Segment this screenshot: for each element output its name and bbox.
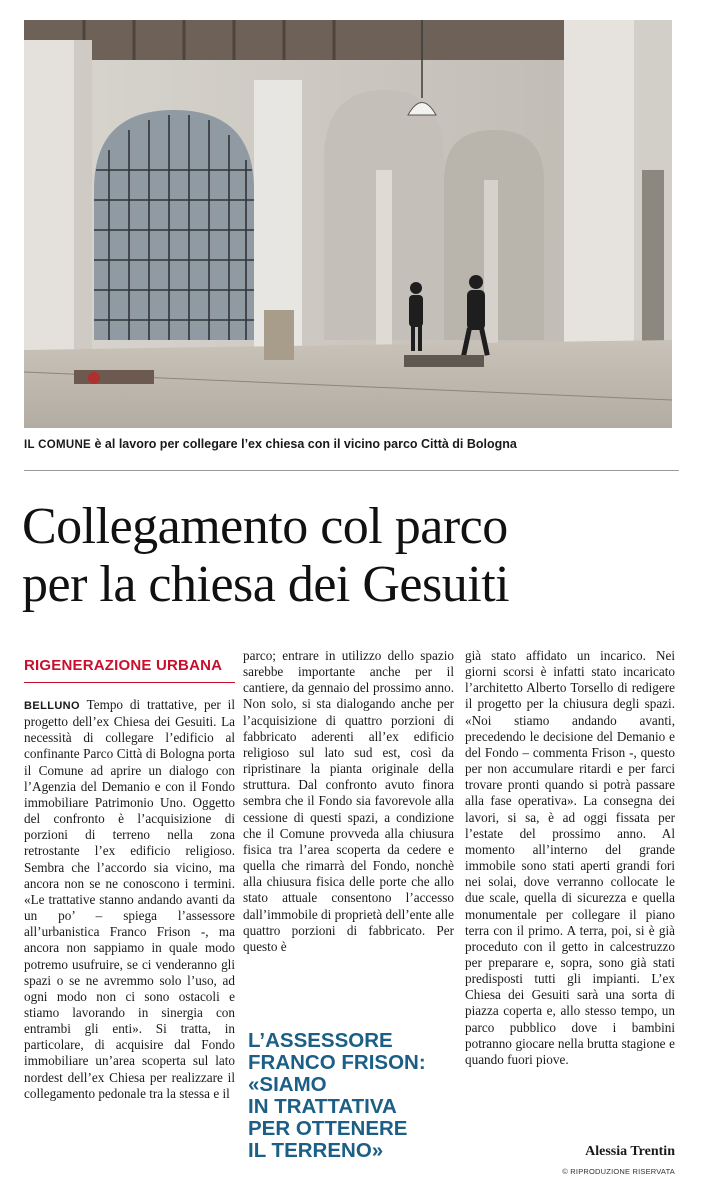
headline-line-2: per la chiesa dei Gesuiti — [22, 556, 510, 613]
photo-caption — [24, 436, 684, 453]
section-kicker: RIGENERAZIONE URBANA — [24, 657, 223, 674]
headline — [22, 498, 682, 614]
dateline: BELLUNO — [24, 700, 80, 712]
column-2-text: parco; entrare in utilizzo dello spazio sarebbe importante anche per il cantiere, da gennaio del prossimo anno. Non solo, si sta dialogando anche per l’acquisizione di quattro porzioni di fabbricato aderenti all’ex edificio religioso sul lato sud est, così da ripristinare la pianta originale della struttura. Dal confronto avuto finora sembra che il Fondo sia favorevole alla cessione di questi spazi, a condizione che il Comune provveda alla chiusura fisica tra l’area scoperta da cedere e quella che rimarrà del Fondo, nonchè alla chiusura fisica delle porte che allo stato attuale consentono l’accesso dall’immobile di proprietà dell’ente alle quattro porzioni di fabbricato. Per questo è — [243, 648, 454, 954]
article-column-2 — [243, 648, 454, 955]
caption-lead: IL COMUNE — [24, 439, 92, 451]
pull-quote-line-6: IL TERRENO» — [248, 1139, 384, 1162]
pull-quote-line-2: FRANCO FRISON: — [248, 1051, 426, 1074]
article-column-3 — [465, 648, 675, 1068]
column-1-text: Tempo di trattative, per il progetto dell’ex Chiesa dei Gesuiti. La necessità di collegare l’edificio al confinante Parco Città di Bologna porta il Comune ad aprire un dialogo con l’Agenzia del Demanio e con il Fondo immobiliare Patrimonio Uno. Oggetto del confronto è l’acquisizione di porzioni di terreno nella zona retrostante l’ex edificio religioso. Sembra che l’accordo sia vicino, ma ancora non se ne conoscono i termini. «Le trattative stanno andando avanti da un po’ – spiega l’assessore all’urbanistica Franco Frison -, ma ancora non sappiamo in quale modo potremo usufruire, se ci venderanno gli spazi o se ne avremmo solo l’uso, ad ogni modo non ci sono ostacoli e stiamo lavorando in sinergia con entrambi gli enti». Si tratta, in particolare, di acquisire dal Fondo immobiliare un’area scoperta sul lato nordest dell’ex Chiesa per realizzare il collegamento pedonale tra la stessa e il — [24, 697, 235, 1101]
article-column-1 — [24, 697, 235, 1102]
byline: Alessia Trentin — [585, 1144, 675, 1159]
pull-quote — [248, 1030, 453, 1162]
article-photo — [24, 20, 672, 428]
pull-quote-line-5: PER OTTENERE — [248, 1117, 408, 1140]
copyright-notice: © RIPRODUZIONE RISERVATA — [562, 1167, 675, 1176]
headline-line-1: Collegamento col parco — [22, 498, 508, 555]
pull-quote-line-1: L’ASSESSORE — [248, 1029, 393, 1052]
pull-quote-line-4: IN TRATTATIVA — [248, 1095, 397, 1118]
caption-divider — [24, 470, 679, 471]
kicker-underline — [24, 682, 235, 683]
column-3-text: già stato affidato un incarico. Nei giorni scorsi è infatti stato incaricato l’architetto Alberto Torsello di redigere il progetto per la chiusura degli spazi. «Noi stiamo andando avanti, precedendo le decisione del Demanio e del Fondo – commenta Frison -, questo per non accumulare ritardi e per farci trovare pronti quando si potrà passare alla fase operativa». La consegna dei lavori, si sa, è ad oggi fissata per l’estate del prossimo anno. Al momento all’interno del grande immobile sono stati aperti grandi fori nei solai, dove verranno collocate le due scale, quella di sicurezza e quella monumentale per collegare il piano terra con il primo. A terra, poi, si è già proceduto con il getto in calcestruzzo per preparare e, sopra, sono già stati predisposti tutti gli impianti. L’ex Chiesa dei Gesuiti sarà una sorta di piazza coperta e, allo stesso tempo, un parco pubblico dove i bambini potranno giocare nella brutta stagione e quando fuori piove. — [465, 648, 675, 1067]
pull-quote-line-3: «SIAMO — [248, 1073, 327, 1096]
caption-text: è al lavoro per collegare l’ex chiesa con il vicino parco Città di Bologna — [91, 437, 517, 451]
